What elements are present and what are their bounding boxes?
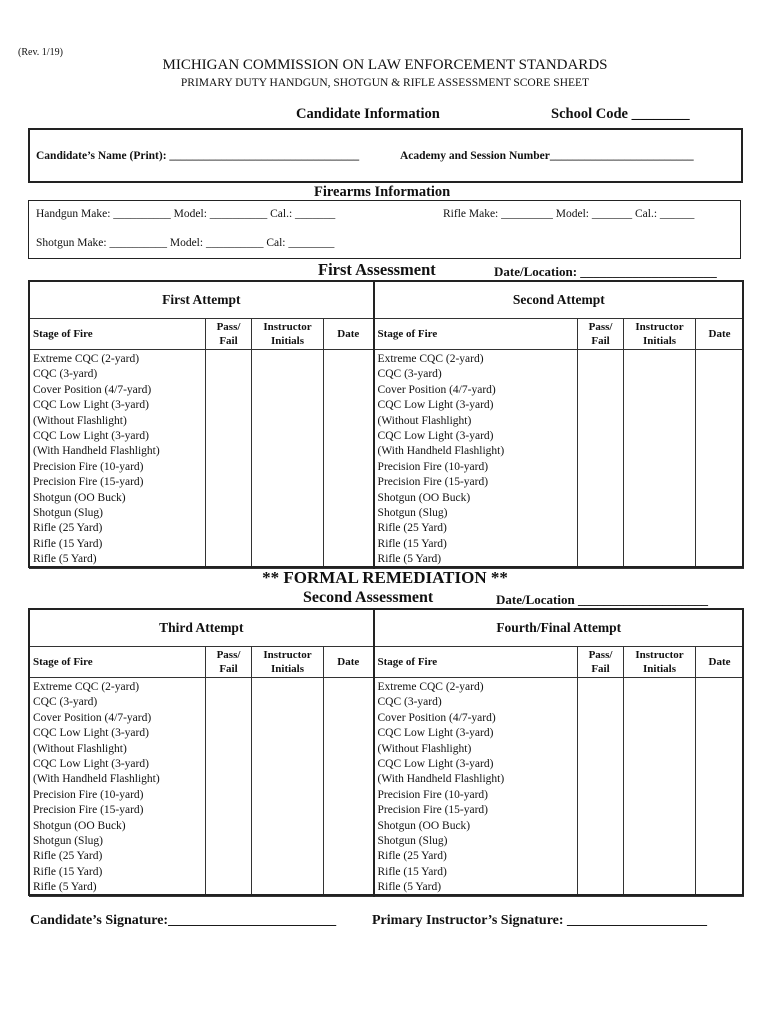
stage-item: Shotgun (Slug) (377, 835, 448, 848)
stage-item: CQC Low Light (3-yard) (33, 727, 149, 740)
stage-item: Shotgun (OO Buck) (377, 491, 471, 504)
col-instructor-initials: Instructor Initials (624, 319, 696, 350)
stage-item: CQC (3-yard) (33, 368, 98, 381)
stage-item: Rifle (5 Yard) (33, 553, 97, 566)
firearms-info-title: Firearms Information (314, 184, 451, 200)
stage-item: Rifle (15 Yard) (377, 537, 447, 550)
academy-session-field[interactable]: Academy and Session Number_________________________ (400, 150, 694, 162)
col-date: Date (324, 319, 374, 350)
pass-fail-cell[interactable] (206, 350, 252, 569)
stage-item: CQC Low Light (3-yard) (377, 727, 494, 740)
stage-item: Cover Position (4/7-yard) (377, 711, 496, 724)
stage-item: (Without Flashlight) (33, 414, 127, 427)
stage-item: (With Handheld Flashlight) (377, 773, 505, 786)
second-date-location-field[interactable]: Date/Location ____________________ (496, 592, 708, 607)
stage-item: CQC (3-yard) (33, 696, 98, 709)
stage-item: Precision Fire (15-yard) (377, 476, 489, 489)
stage-item: (Without Flashlight) (33, 742, 127, 755)
stage-item: CQC Low Light (3-yard) (33, 399, 149, 412)
candidate-signature-field[interactable]: Candidate’s Signature:________________________ (30, 913, 337, 928)
second-assessment-table (29, 609, 744, 897)
candidate-info-title: Candidate Information (296, 106, 440, 122)
col-pass-fail: Pass/ Fail (206, 647, 252, 678)
stage-item: CQC Low Light (3-yard) (377, 758, 494, 771)
handgun-fields[interactable]: Handgun Make: __________ Model: __________ Cal.: _______ (36, 208, 336, 220)
stage-item: Shotgun (Slug) (33, 507, 103, 520)
stage-item: (With Handheld Flashlight) (33, 445, 160, 458)
stage-list (30, 350, 206, 569)
stage-item: Shotgun (OO Buck) (33, 819, 126, 832)
stage-item: Rifle (25 Yard) (377, 522, 447, 535)
stage-item: Precision Fire (15-yard) (33, 804, 144, 817)
stage-item: Shotgun (OO Buck) (377, 819, 471, 832)
instructor-initials-cell[interactable] (252, 350, 324, 569)
col-date: Date (696, 647, 744, 678)
page-title: MICHIGAN COMMISSION ON LAW ENFORCEMENT STANDARDS (162, 57, 608, 73)
instructor-initials-cell[interactable] (624, 350, 696, 569)
col-pass-fail: Pass/ Fail (578, 319, 624, 350)
stage-item: CQC Low Light (3-yard) (377, 430, 494, 443)
shotgun-fields[interactable]: Shotgun Make: __________ Model: __________ Cal: ________ (36, 237, 335, 249)
stage-item: Shotgun (Slug) (33, 835, 103, 848)
col-stage-of-fire: Stage of Fire (374, 647, 578, 678)
stage-list (374, 678, 578, 897)
formal-remediation-title: ** FORMAL REMEDIATION ** (262, 568, 508, 587)
stage-item: Shotgun (Slug) (377, 507, 448, 520)
first-assessment-table (29, 281, 744, 569)
pass-fail-cell[interactable] (206, 678, 252, 897)
page-subtitle: PRIMARY DUTY HANDGUN, SHOTGUN & RIFLE ASSESSMENT SCORE SHEET (180, 77, 590, 89)
col-date: Date (696, 319, 744, 350)
stage-item: Rifle (15 Yard) (377, 865, 447, 878)
stage-item: CQC (3-yard) (377, 696, 442, 709)
pass-fail-cell[interactable] (578, 678, 624, 897)
date-cell[interactable] (324, 350, 374, 569)
stage-item: Extreme CQC (2-yard) (33, 353, 140, 365)
stage-item: CQC Low Light (3-yard) (33, 430, 149, 443)
second-attempt-header: Second Attempt (374, 282, 744, 319)
col-instructor-initials: Instructor Initials (252, 647, 324, 678)
stage-item: CQC (3-yard) (377, 368, 442, 381)
third-attempt-header: Third Attempt (30, 610, 374, 647)
stage-item: (Without Flashlight) (377, 742, 472, 755)
stage-item: (With Handheld Flashlight) (33, 773, 160, 786)
fourth-attempt-header: Fourth/Final Attempt (374, 610, 744, 647)
stage-item: Rifle (5 Yard) (377, 881, 442, 894)
stage-item: CQC Low Light (3-yard) (377, 399, 494, 412)
stage-item: Shotgun (OO Buck) (33, 491, 126, 504)
col-instructor-initials: Instructor Initials (624, 647, 696, 678)
col-pass-fail: Pass/ Fail (578, 647, 624, 678)
candidate-name-field[interactable]: Candidate’s Name (Print): _________________________________ (36, 150, 360, 162)
date-cell[interactable] (696, 350, 744, 569)
first-date-location-field[interactable]: Date/Location: _____________________ (494, 264, 717, 279)
stage-item: Rifle (15 Yard) (33, 865, 103, 878)
stage-item: Precision Fire (10-yard) (377, 788, 488, 801)
stage-item: Rifle (25 Yard) (33, 522, 103, 535)
stage-item: Cover Position (4/7-yard) (33, 383, 152, 396)
stage-item: Rifle (25 Yard) (377, 850, 447, 863)
instructor-initials-cell[interactable] (624, 678, 696, 897)
date-cell[interactable] (324, 678, 374, 897)
stage-item: Cover Position (4/7-yard) (377, 383, 496, 396)
stage-item: Precision Fire (15-yard) (377, 804, 488, 817)
school-code-field[interactable]: School Code ________ (551, 106, 690, 122)
stage-item: CQC Low Light (3-yard) (33, 758, 149, 771)
first-attempt-header: First Attempt (30, 282, 374, 319)
stage-item: Rifle (25 Yard) (33, 850, 103, 863)
stage-item: Extreme CQC (2-yard) (377, 353, 484, 365)
col-date: Date (324, 647, 374, 678)
first-assessment-title: First Assessment (318, 260, 436, 279)
col-stage-of-fire: Stage of Fire (30, 647, 206, 678)
col-stage-of-fire: Stage of Fire (30, 319, 206, 350)
stage-list (30, 678, 206, 897)
col-instructor-initials: Instructor Initials (252, 319, 324, 350)
stage-item: Extreme CQC (2-yard) (33, 681, 140, 693)
pass-fail-cell[interactable] (578, 350, 624, 569)
stage-item: Precision Fire (10-yard) (377, 460, 489, 473)
date-cell[interactable] (696, 678, 744, 897)
stage-list (374, 350, 578, 569)
second-assessment-title: Second Assessment (303, 589, 434, 606)
stage-item: Cover Position (4/7-yard) (33, 711, 152, 724)
stage-item: Rifle (15 Yard) (33, 537, 103, 550)
revision-label: (Rev. 1/19) (18, 47, 63, 58)
instructor-initials-cell[interactable] (252, 678, 324, 897)
stage-item: Precision Fire (10-yard) (33, 788, 144, 801)
instructor-signature-field[interactable]: Primary Instructor’s Signature: ____________________ (372, 913, 708, 928)
stage-item: Extreme CQC (2-yard) (377, 681, 484, 693)
col-stage-of-fire: Stage of Fire (374, 319, 578, 350)
stage-item: Rifle (5 Yard) (33, 881, 97, 894)
stage-item: (Without Flashlight) (377, 414, 472, 427)
col-pass-fail: Pass/ Fail (206, 319, 252, 350)
stage-item: (With Handheld Flashlight) (377, 445, 505, 458)
rifle-fields[interactable]: Rifle Make: _________ Model: _______ Cal.: ______ (443, 208, 695, 220)
stage-item: Precision Fire (15-yard) (33, 476, 144, 489)
stage-item: Rifle (5 Yard) (377, 553, 442, 566)
stage-item: Precision Fire (10-yard) (33, 460, 144, 473)
